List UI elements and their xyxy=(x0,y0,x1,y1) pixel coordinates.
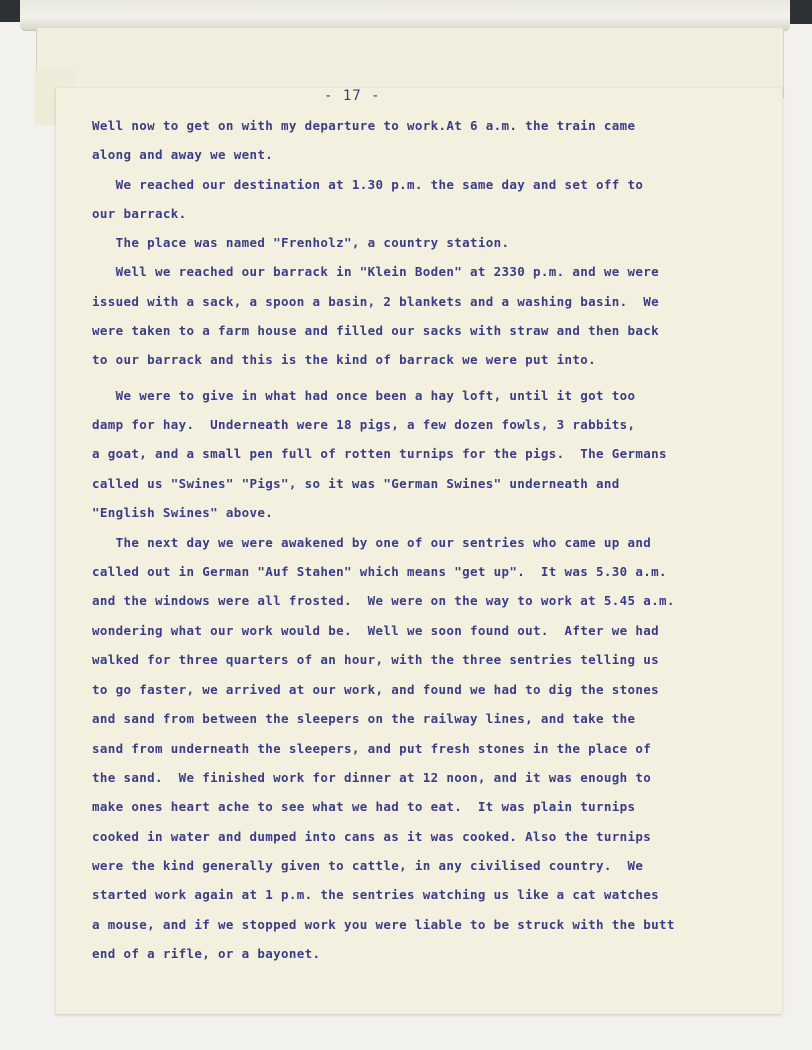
text-line: and the windows were all frosted. We were on the way to work at 5.45 a.m. xyxy=(92,593,675,608)
text-line: called out in German "Auf Stahen" which means "get up". It was 5.30 a.m. xyxy=(92,564,667,579)
text-line: We reached our destination at 1.30 p.m. the same day and set off to xyxy=(92,177,644,192)
text-line: The place was named "Frenholz", a country station. xyxy=(92,235,510,250)
binder-edge-right xyxy=(790,0,812,24)
text-line: and sand from between the sleepers on the railway lines, and take the xyxy=(92,711,636,726)
page-number: - 17 - xyxy=(324,88,381,104)
text-line: started work again at 1 p.m. the sentries watching us like a cat watches xyxy=(92,887,660,902)
text-line: our barrack. xyxy=(92,206,187,221)
text-line: a goat, and a small pen full of rotten turnips for the pigs. The Germans xyxy=(92,446,667,461)
text-line: sand from underneath the sleepers, and put fresh stones in the place of xyxy=(92,741,652,756)
text-line: issued with a sack, a spoon a basin, 2 blankets and a washing basin. We xyxy=(92,294,660,309)
text-line: were the kind generally given to cattle, in any civilised country. We xyxy=(92,858,644,873)
text-line: to go faster, we arrived at our work, and found we had to dig the stones xyxy=(92,682,660,697)
text-line: The next day we were awakened by one of our sentries who came up and xyxy=(92,535,652,550)
text-line: the sand. We finished work for dinner at 12 noon, and it was enough to xyxy=(92,770,652,785)
rolled-page-edge xyxy=(20,0,790,31)
text-line: make ones heart ache to see what we had to eat. It was plain turnips xyxy=(92,799,636,814)
text-line: damp for hay. Underneath were 18 pigs, a few dozen fowls, 3 rabbits, xyxy=(92,417,636,432)
text-line: walked for three quarters of an hour, with the three sentries telling us xyxy=(92,652,660,667)
text-line: a mouse, and if we stopped work you were liable to be struck with the butt xyxy=(92,917,675,932)
typed-page xyxy=(56,88,782,1014)
text-line: to our barrack and this is the kind of barrack we were put into. xyxy=(92,352,597,367)
text-line: We were to give in what had once been a hay loft, until it got too xyxy=(92,388,636,403)
text-line: Well now to get on with my departure to work.At 6 a.m. the train came xyxy=(92,118,636,133)
text-line: called us "Swines" "Pigs", so it was "German Swines" underneath and xyxy=(92,476,620,491)
text-line: Well we reached our barrack in "Klein Boden" at 2330 p.m. and we were xyxy=(92,264,660,279)
text-line: cooked in water and dumped into cans as it was cooked. Also the turnips xyxy=(92,829,652,844)
text-line: were taken to a farm house and filled our sacks with straw and then back xyxy=(92,323,660,338)
text-line: end of a rifle, or a bayonet. xyxy=(92,946,321,961)
text-line: "English Swines" above. xyxy=(92,505,274,520)
text-line: along and away we went. xyxy=(92,147,274,162)
text-line: wondering what our work would be. Well we soon found out. After we had xyxy=(92,623,660,638)
